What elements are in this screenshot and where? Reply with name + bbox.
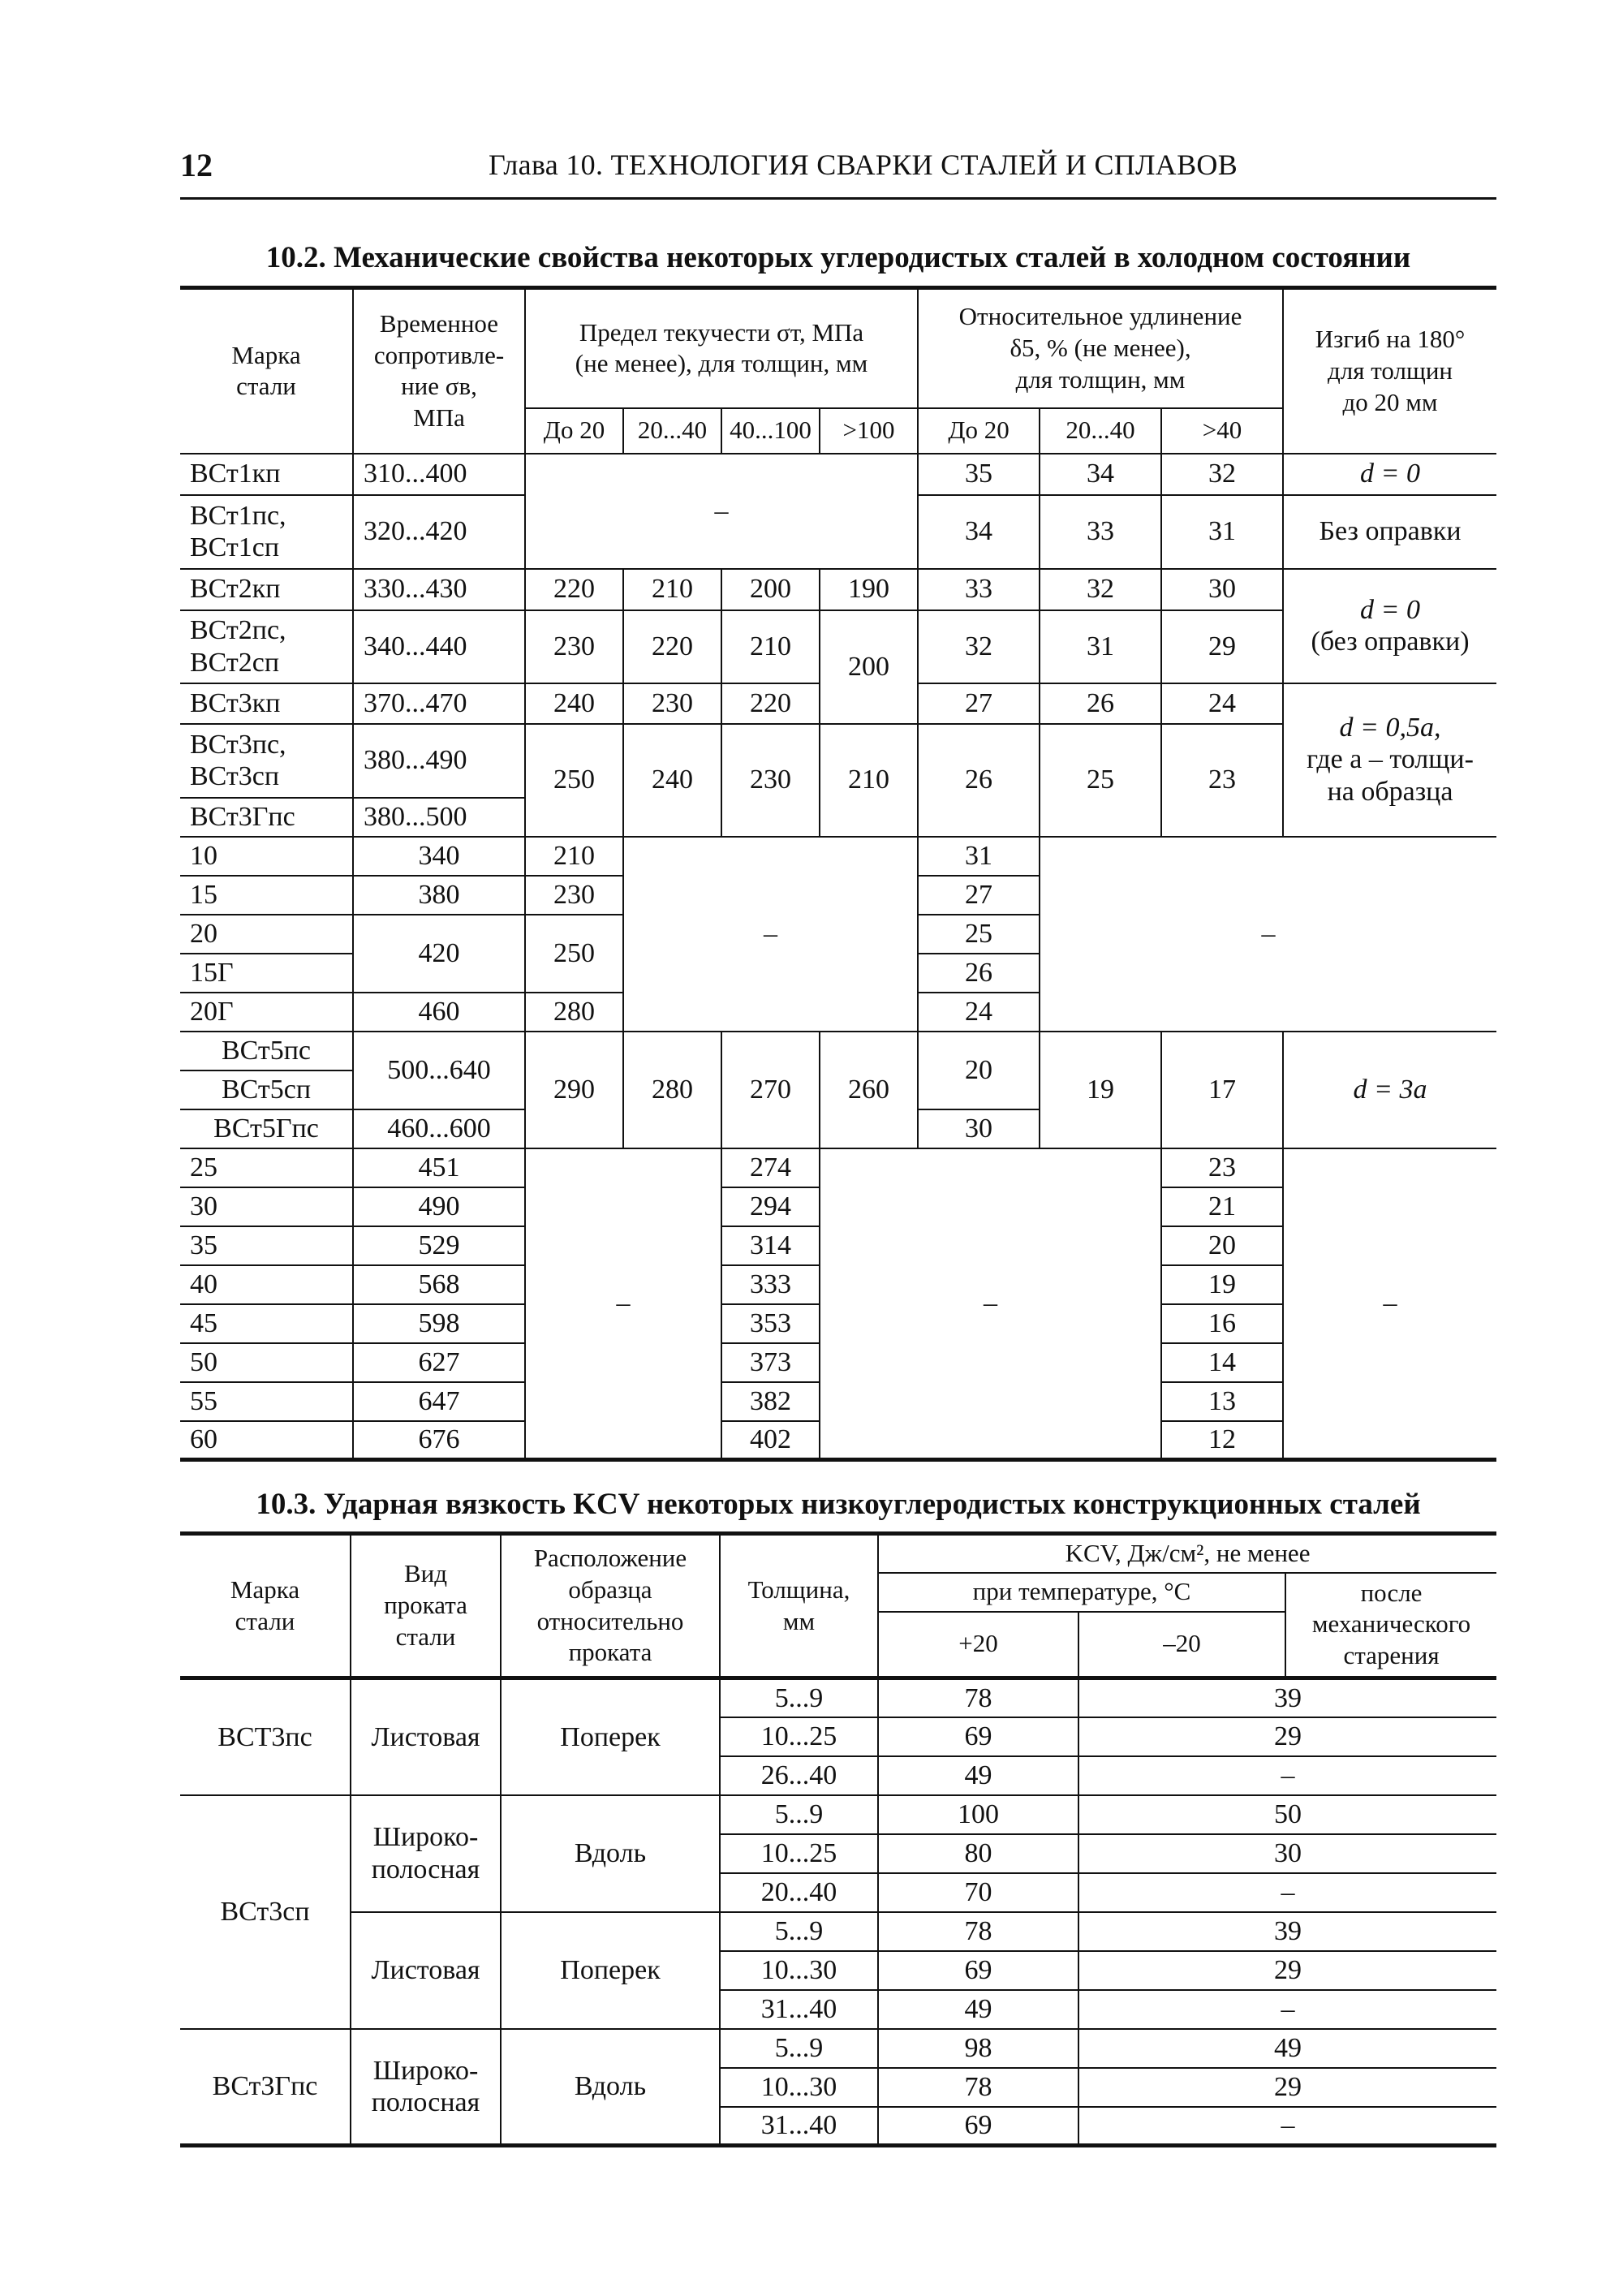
header-bend: Изгиб на 180° для толщин до 20 мм — [1283, 288, 1496, 454]
header-minus20: –20 — [1078, 1612, 1285, 1678]
header-elong-sub: 20...40 — [1040, 408, 1161, 454]
header-grade: Марка стали — [180, 1534, 351, 1678]
grade-cell: ВСТ3пс — [180, 1678, 351, 1795]
value-cell: 270 — [721, 1032, 820, 1148]
thickness-cell: 26...40 — [720, 1756, 878, 1795]
value-cell: 29 — [1078, 1717, 1496, 1756]
type-cell: Листовая — [351, 1678, 501, 1795]
header-tensile: Временное сопротивле- ние σв, МПа — [353, 288, 525, 454]
table-row — [180, 1032, 1496, 1070]
value-cell: 451 — [353, 1148, 525, 1187]
value-cell: 210 — [820, 724, 918, 837]
header-kcv: KCV, Дж/см², не менее — [878, 1534, 1496, 1573]
value-cell: 30 — [1161, 569, 1283, 610]
value-cell: 78 — [878, 1678, 1078, 1717]
grade-cell: 10 — [180, 837, 353, 876]
bend-cell: d = 0 — [1283, 454, 1496, 495]
value-cell: 290 — [525, 1032, 623, 1148]
header-yield-sub: 40...100 — [721, 408, 820, 454]
value-cell: 20 — [1161, 1226, 1283, 1265]
value-cell: 200 — [820, 610, 918, 724]
table-row — [180, 454, 1496, 495]
value-cell: 220 — [623, 610, 721, 683]
header-elong-sub: До 20 — [918, 408, 1040, 454]
header-grade: Марка стали — [180, 288, 353, 454]
value-cell: 33 — [1040, 495, 1161, 569]
thickness-cell: 5...9 — [720, 1678, 878, 1717]
value-cell: 20 — [918, 1032, 1040, 1109]
value-cell: 39 — [1078, 1678, 1496, 1717]
value-cell: 34 — [918, 495, 1040, 569]
dash-cell: – — [1261, 918, 1276, 949]
running-head — [180, 138, 1496, 195]
grade-cell: 15 — [180, 876, 353, 915]
value-cell: 69 — [878, 2107, 1078, 2146]
bend-cell: d = 0 (без оправки) — [1283, 569, 1496, 683]
value-cell: 250 — [525, 724, 623, 837]
value-cell: 27 — [918, 876, 1040, 915]
value-cell: 29 — [1078, 1951, 1496, 1990]
value-cell: 370...470 — [353, 683, 525, 724]
value-cell: 80 — [878, 1834, 1078, 1873]
value-cell: 14 — [1161, 1343, 1283, 1382]
header-plus20: +20 — [878, 1612, 1078, 1678]
value-cell: 50 — [1078, 1795, 1496, 1834]
value-cell: 33 — [918, 569, 1040, 610]
value-cell: 260 — [820, 1032, 918, 1148]
thickness-cell: 31...40 — [720, 1990, 878, 2029]
value-cell: 382 — [721, 1382, 820, 1421]
header-rule — [180, 197, 1496, 200]
value-cell: 25 — [1040, 724, 1161, 837]
value-cell: 49 — [1078, 2029, 1496, 2068]
table-row — [180, 837, 1496, 876]
grade-cell: 20Г — [180, 993, 353, 1032]
value-cell: 26 — [918, 724, 1040, 837]
value-cell: 35 — [918, 454, 1040, 495]
table-row — [180, 569, 1496, 610]
value-cell: 280 — [525, 993, 623, 1032]
value-cell: 12 — [1161, 1421, 1283, 1460]
header-location: Расположение образца относительно проката — [501, 1534, 720, 1678]
header-elongation: Относительное удлинение δ5, % (не менее), для толщин, мм — [918, 288, 1283, 408]
bend-cell: Без оправки — [1283, 495, 1496, 569]
grade-cell: ВСт3Гпс — [180, 2029, 351, 2146]
value-cell: 78 — [878, 1912, 1078, 1951]
value-cell: 220 — [721, 683, 820, 724]
value-cell: 39 — [1078, 1912, 1496, 1951]
value-cell: 69 — [878, 1717, 1078, 1756]
grade-cell: 25 — [180, 1148, 353, 1187]
location-cell: Поперек — [501, 1912, 720, 2029]
type-cell: Широко- полосная — [351, 2029, 501, 2146]
table-row — [180, 2029, 1496, 2068]
table-10-2-caption: 10.2. Механические свойства некоторых углеродистых сталей в холодном состоянии — [265, 241, 1411, 274]
value-cell: – — [1078, 1990, 1496, 2029]
table-row — [180, 1912, 1496, 1951]
value-cell: 250 — [525, 915, 623, 993]
thickness-cell: 10...30 — [720, 2068, 878, 2107]
dash-cell: – — [525, 1148, 721, 1460]
value-cell: 230 — [623, 683, 721, 724]
header-at-temperature: при температуре, °С — [878, 1573, 1285, 1612]
type-cell: Широко- полосная — [351, 1795, 501, 1912]
value-cell: 30 — [1078, 1834, 1496, 1873]
bend-cell: d = 3a — [1283, 1032, 1496, 1148]
value-cell: 24 — [918, 993, 1040, 1032]
grade-cell: ВСт5Гпс — [180, 1109, 353, 1148]
value-cell: 26 — [918, 954, 1040, 993]
thickness-cell: 31...40 — [720, 2107, 878, 2146]
value-cell: 490 — [353, 1187, 525, 1226]
thickness-cell: 5...9 — [720, 2029, 878, 2068]
grade-cell: 50 — [180, 1343, 353, 1382]
value-cell: 330...430 — [353, 569, 525, 610]
value-cell: 230 — [525, 876, 623, 915]
bend-cell: d = 0,5a, где a – толщи- на образца — [1283, 683, 1496, 837]
value-cell: 274 — [721, 1148, 820, 1187]
value-cell: 17 — [1161, 1032, 1283, 1148]
value-cell: 78 — [878, 2068, 1078, 2107]
value-cell: 98 — [878, 2029, 1078, 2068]
header-yield-sub: 20...40 — [623, 408, 721, 454]
thickness-cell: 10...25 — [720, 1717, 878, 1756]
value-cell: 13 — [1161, 1382, 1283, 1421]
grade-cell: ВСт1кп — [180, 454, 353, 495]
value-cell: 24 — [1161, 683, 1283, 724]
location-cell: Вдоль — [501, 2029, 720, 2146]
value-cell: 210 — [721, 610, 820, 683]
value-cell: 294 — [721, 1187, 820, 1226]
value-cell: 333 — [721, 1265, 820, 1304]
value-cell: 647 — [353, 1382, 525, 1421]
grade-cell: ВСт2кп — [180, 569, 353, 610]
value-cell: 380...490 — [353, 724, 525, 798]
value-cell: 230 — [721, 724, 820, 837]
value-cell: 19 — [1161, 1265, 1283, 1304]
value-cell: 314 — [721, 1226, 820, 1265]
value-cell: 210 — [525, 837, 623, 876]
value-cell: 31 — [918, 837, 1040, 876]
value-cell: 49 — [878, 1756, 1078, 1795]
table-row — [180, 1795, 1496, 1834]
value-cell: 29 — [1161, 610, 1283, 683]
value-cell: 49 — [878, 1990, 1078, 2029]
value-cell: 280 — [623, 1032, 721, 1148]
grade-cell: ВСт2пс, ВСт2сп — [180, 610, 353, 683]
grade-cell: 35 — [180, 1226, 353, 1265]
grade-cell: 30 — [180, 1187, 353, 1226]
grade-cell: 20 — [180, 915, 353, 954]
value-cell: 31 — [1161, 495, 1283, 569]
value-cell: 420 — [353, 915, 525, 993]
value-cell: 310...400 — [353, 454, 525, 495]
thickness-cell: 5...9 — [720, 1795, 878, 1834]
value-cell: – — [1078, 2107, 1496, 2146]
table-row — [180, 1148, 1496, 1187]
type-cell: Листовая — [351, 1912, 501, 2029]
value-cell: 31 — [1040, 610, 1161, 683]
value-cell: 627 — [353, 1343, 525, 1382]
value-cell: 568 — [353, 1265, 525, 1304]
grade-cell: ВСт3сп — [180, 1795, 351, 2029]
value-cell: – — [1078, 1756, 1496, 1795]
grade-cell: 55 — [180, 1382, 353, 1421]
value-cell: 676 — [353, 1421, 525, 1460]
value-cell: 598 — [353, 1304, 525, 1343]
grade-cell: 60 — [180, 1421, 353, 1460]
value-cell: 26 — [1040, 683, 1161, 724]
value-cell: 210 — [623, 569, 721, 610]
value-cell: 69 — [878, 1951, 1078, 1990]
grade-cell: ВСт5сп — [180, 1070, 353, 1109]
table-row — [180, 1678, 1496, 1717]
dash-cell: – — [1283, 1148, 1496, 1460]
header-thickness: Толщина, мм — [720, 1534, 878, 1678]
thickness-cell: 20...40 — [720, 1873, 878, 1912]
thickness-cell: 10...30 — [720, 1951, 878, 1990]
value-cell: 240 — [525, 683, 623, 724]
header-yield-sub: До 20 — [525, 408, 623, 454]
header-after-aging: после механического старения — [1285, 1573, 1496, 1678]
header-type: Вид проката стали — [351, 1534, 501, 1678]
value-cell: – — [1078, 1873, 1496, 1912]
dash-cell: – — [623, 837, 918, 1032]
header-elong-sub: >40 — [1161, 408, 1283, 454]
chapter-title: Глава 10. ТЕХНОЛОГИЯ СВАРКИ СТАЛЕЙ И СПЛАВОВ — [489, 149, 1238, 181]
value-cell: 373 — [721, 1343, 820, 1382]
grade-cell: 45 — [180, 1304, 353, 1343]
value-cell: 32 — [918, 610, 1040, 683]
value-cell: 320...420 — [353, 495, 525, 569]
value-cell: 32 — [1040, 569, 1161, 610]
page-number: 12 — [180, 147, 213, 183]
header-yield: Предел текучести σт, МПа (не менее), для толщин, мм — [525, 288, 918, 408]
grade-cell: ВСт5пс — [180, 1032, 353, 1070]
value-cell: 23 — [1161, 1148, 1283, 1187]
value-cell: 340...440 — [353, 610, 525, 683]
value-cell: 529 — [353, 1226, 525, 1265]
value-cell: 230 — [525, 610, 623, 683]
thickness-cell: 5...9 — [720, 1912, 878, 1951]
value-cell: 460...600 — [353, 1109, 525, 1148]
value-cell: 240 — [623, 724, 721, 837]
header-yield-sub: >100 — [820, 408, 918, 454]
mechanical-properties-table — [180, 286, 1496, 1462]
value-cell: 200 — [721, 569, 820, 610]
table-10-3-caption: 10.3. Ударная вязкость KCV некоторых низкоуглеродистых конструкционных сталей — [256, 1488, 1421, 1521]
value-cell: 190 — [820, 569, 918, 610]
value-cell: 500...640 — [353, 1032, 525, 1109]
value-cell: 402 — [721, 1421, 820, 1460]
value-cell: 353 — [721, 1304, 820, 1343]
dash-cell: – — [820, 1148, 1161, 1460]
value-cell: 220 — [525, 569, 623, 610]
grade-cell: ВСт3пс, ВСт3сп — [180, 724, 353, 798]
value-cell: 34 — [1040, 454, 1161, 495]
value-cell: 100 — [878, 1795, 1078, 1834]
value-cell: 32 — [1161, 454, 1283, 495]
impact-toughness-table — [180, 1531, 1496, 2147]
dash-cell: – — [525, 454, 918, 569]
grade-cell: 40 — [180, 1265, 353, 1304]
grade-cell: ВСт3кп — [180, 683, 353, 724]
location-cell: Поперек — [501, 1678, 720, 1795]
value-cell: 380...500 — [353, 798, 525, 837]
value-cell: 29 — [1078, 2068, 1496, 2107]
value-cell: 30 — [918, 1109, 1040, 1148]
value-cell: 16 — [1161, 1304, 1283, 1343]
value-cell: 23 — [1161, 724, 1283, 837]
grade-cell: 15Г — [180, 954, 353, 993]
location-cell: Вдоль — [501, 1795, 720, 1912]
value-cell: 380 — [353, 876, 525, 915]
grade-cell: ВСт3Гпс — [180, 798, 353, 837]
value-cell: 70 — [878, 1873, 1078, 1912]
value-cell: 25 — [918, 915, 1040, 954]
value-cell: 340 — [353, 837, 525, 876]
value-cell: 19 — [1040, 1032, 1161, 1148]
grade-cell: ВСт1пс, ВСт1сп — [180, 495, 353, 569]
value-cell: 27 — [918, 683, 1040, 724]
thickness-cell: 10...25 — [720, 1834, 878, 1873]
value-cell: 460 — [353, 993, 525, 1032]
value-cell: 21 — [1161, 1187, 1283, 1226]
